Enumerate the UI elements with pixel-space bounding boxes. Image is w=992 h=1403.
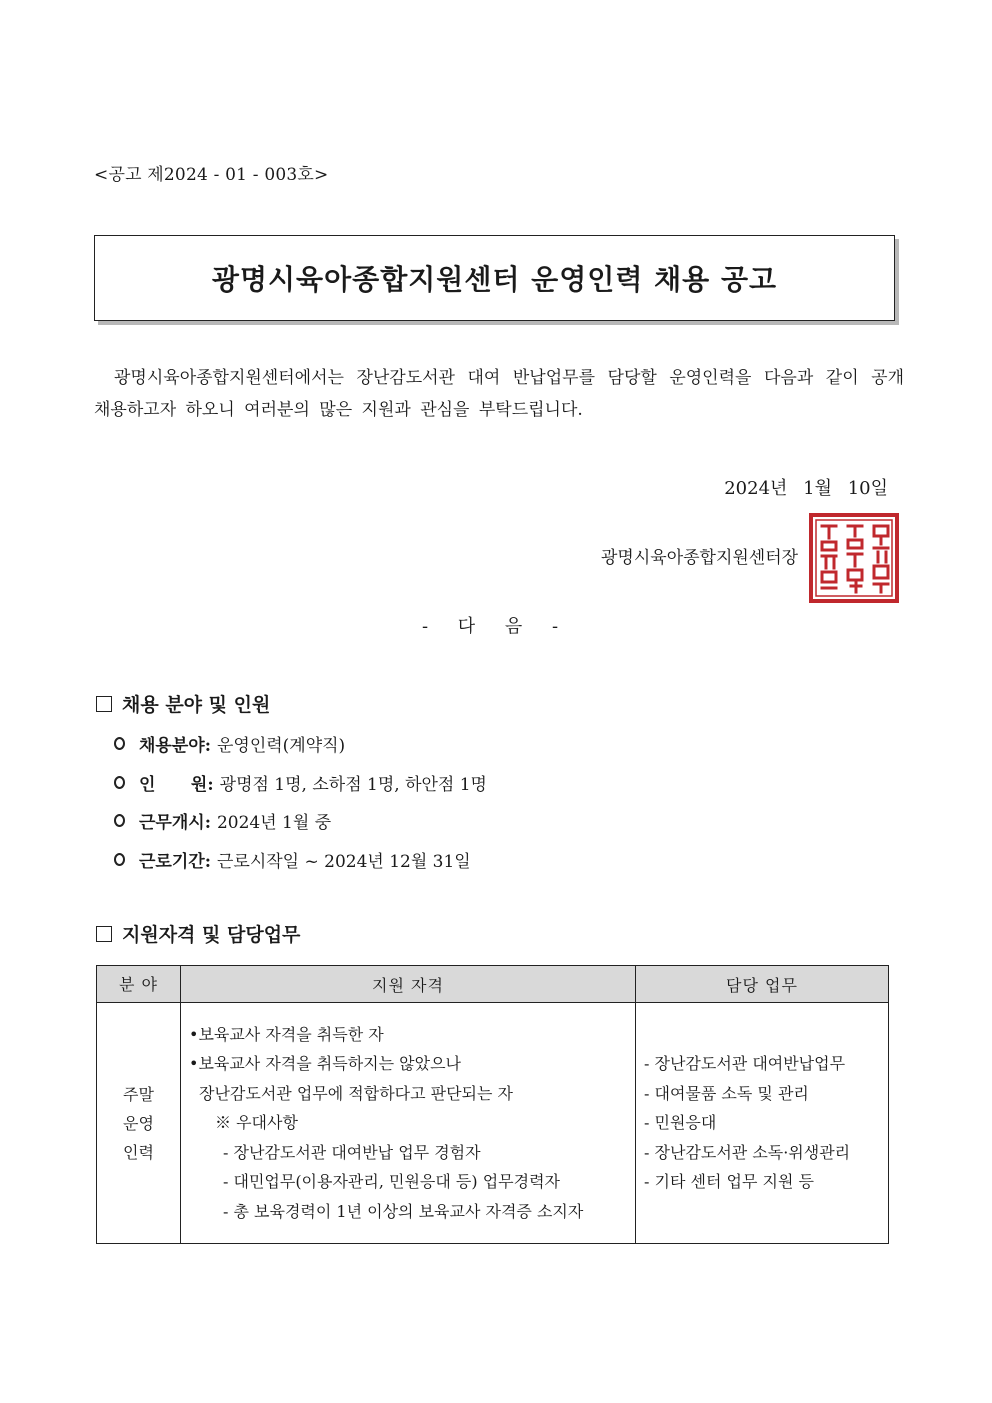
qualification-table bbox=[96, 965, 889, 1244]
section-title: 채용 분야 및 인원 bbox=[122, 694, 271, 716]
item-value: 2024년 1월 중 bbox=[216, 813, 332, 833]
qualification-cell bbox=[181, 1003, 636, 1244]
field-line: 운영 bbox=[123, 1113, 154, 1133]
qualification-line: - 장난감도서관 대여반납 업무 경험자 bbox=[223, 1142, 481, 1162]
title-box bbox=[94, 235, 895, 321]
next-heading: - 다 음 - bbox=[421, 616, 571, 637]
qualification-line: •보육교사 자격을 취득한 자 bbox=[189, 1024, 384, 1044]
header-qualification: 지원 자격 bbox=[181, 966, 636, 1003]
duty-line: - 민원응대 bbox=[644, 1113, 717, 1133]
field-line: 인력 bbox=[123, 1142, 154, 1162]
circle-bullet-icon bbox=[114, 737, 125, 750]
qualification-line: - 대민업무(이용자관리, 민원응대 등) 업무경력자 bbox=[223, 1172, 560, 1192]
item-label: 인 원: bbox=[139, 775, 214, 795]
header-duties: 담당 업무 bbox=[636, 966, 889, 1003]
item-value: 운영인력(계약직) bbox=[216, 736, 346, 756]
item-value: 근로시작일 ~ 2024년 12월 31일 bbox=[216, 852, 471, 872]
qualification-line: 장난감도서관 업무에 적합하다고 판단되는 자 bbox=[199, 1083, 514, 1103]
circle-bullet-icon bbox=[114, 776, 125, 789]
section-qualification-heading bbox=[96, 920, 300, 947]
duty-line: - 장난감도서관 대여반납업무 bbox=[644, 1054, 846, 1074]
header-field: 분 야 bbox=[97, 966, 181, 1003]
qualification-line: - 총 보육경력이 1년 이상의 보육교사 자격증 소지자 bbox=[223, 1201, 584, 1221]
list-item bbox=[114, 770, 487, 795]
section-title: 지원자격 및 담당업무 bbox=[122, 924, 301, 946]
circle-bullet-icon bbox=[114, 853, 125, 866]
document-title: 광명시육아종합지원센터 운영인력 채용 공고 bbox=[211, 263, 778, 296]
circle-bullet-icon bbox=[114, 814, 125, 827]
duty-line: - 장난감도서관 소독·위생관리 bbox=[644, 1142, 851, 1162]
item-label: 채용분야: bbox=[139, 736, 211, 756]
section-recruitment-heading bbox=[96, 690, 270, 717]
duty-line: - 기타 센터 업무 지원 등 bbox=[644, 1172, 814, 1192]
preference-heading: ※ 우대사항 bbox=[215, 1113, 298, 1133]
organization-signature: 광명시육아종합지원센터장 bbox=[601, 548, 799, 568]
qualification-line: •보육교사 자격을 취득하지는 않았으나 bbox=[189, 1054, 461, 1074]
table-row bbox=[97, 1003, 889, 1244]
announcement-date: 2024년 1월 10일 bbox=[724, 478, 888, 499]
item-label: 근무개시: bbox=[139, 813, 211, 833]
duty-line: - 대여물품 소독 및 관리 bbox=[644, 1083, 809, 1103]
checkbox-icon bbox=[96, 696, 112, 712]
item-value: 광명점 1명, 소하점 1명, 하안점 1명 bbox=[219, 775, 487, 795]
duties-cell bbox=[636, 1003, 889, 1244]
list-item bbox=[114, 847, 471, 872]
item-label: 근로기간: bbox=[139, 852, 211, 872]
notice-number: <공고 제2024 - 01 - 003호> bbox=[94, 165, 329, 185]
field-line: 주말 bbox=[123, 1084, 154, 1104]
intro-paragraph: 광명시육아종합지원센터에서는 장난감도서관 대여 반납업무를 담당할 운영인력을 다음과 같이 공개 채용하고자 하오니 여러분의 많은 지원과 관심을 부탁드립니다. bbox=[94, 368, 904, 420]
field-cell bbox=[97, 1003, 181, 1244]
official-seal-icon bbox=[808, 512, 900, 604]
list-item bbox=[114, 731, 345, 756]
table-header-row bbox=[97, 966, 889, 1003]
list-item bbox=[114, 808, 331, 833]
checkbox-icon bbox=[96, 926, 112, 942]
